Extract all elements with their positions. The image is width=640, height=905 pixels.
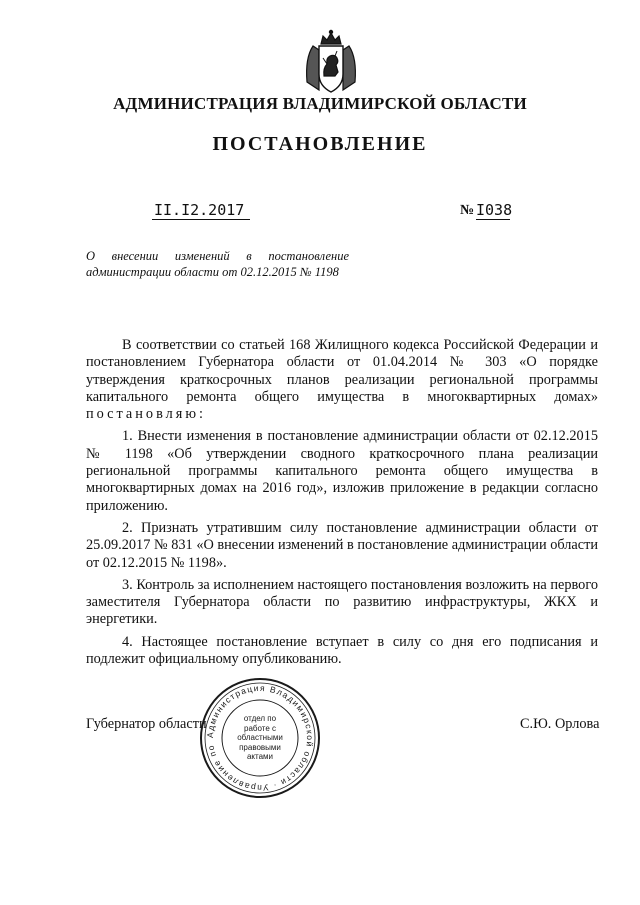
organization-title: АДМИНИСТРАЦИЯ ВЛАДИМИРСКОЙ ОБЛАСТИ	[113, 94, 527, 113]
signer-name: С.Ю. Орлова	[520, 716, 600, 732]
item-4: 4. Настоящее постановление вступает в силу со дня его подписания и подлежит официальному опубликованию.	[86, 633, 598, 668]
coat-of-arms-icon	[299, 28, 363, 96]
item-2: 2. Признать утратившим силу постановление администрации области от 25.09.2017 № 831 «О внесении изменений в постановление администрации области от 02.12.2015 № 1198».	[86, 519, 598, 571]
preamble-resolve: постановляю:	[86, 406, 206, 423]
item-1: 1. Внести изменения в постановление администрации области от 02.12.2015 № 1198 «Об утверждении сводного краткосрочного плана реализации региональной программы капитального ремонта общего имущества в многоквартирных домах на 2016 год», изложив приложение в редакции согласно приложению.	[86, 428, 598, 514]
document-subject: О внесении изменений в постановление администрации области от 02.12.2015 № 1198	[86, 249, 349, 279]
preamble-main: В соответствии со статьей 168 Жилищного кодекса Российской Федерации и постановлением Губернатора области от 01.04.2014 № 303 «О порядке утверждения краткосрочных планов реализации региональной программы капитального ремонта общего имущества в многоквартирных домах»	[86, 337, 598, 405]
official-stamp	[197, 676, 323, 800]
stamp-seal-icon	[197, 676, 323, 800]
document-date: II.I2.2017	[152, 201, 250, 220]
document-number-label: №	[460, 203, 475, 218]
signer-title: Губернатор области	[86, 716, 207, 732]
preamble	[86, 337, 598, 423]
document-body	[86, 337, 598, 668]
stamp-ring-text: Администрация Владимирской области · Управление по	[204, 682, 316, 794]
document-number: I038	[476, 201, 513, 219]
item-3: 3. Контроль за исполнением настоящего постановления возложить на первого заместителя Губернатора области по развитию инфраструктуры, ЖКХ и энергетики.	[86, 576, 598, 628]
document-type: ПОСТАНОВЛЕНИЕ	[212, 133, 428, 155]
stamp-inner-text: отдел по работе с областными правовыми актами	[237, 714, 283, 762]
